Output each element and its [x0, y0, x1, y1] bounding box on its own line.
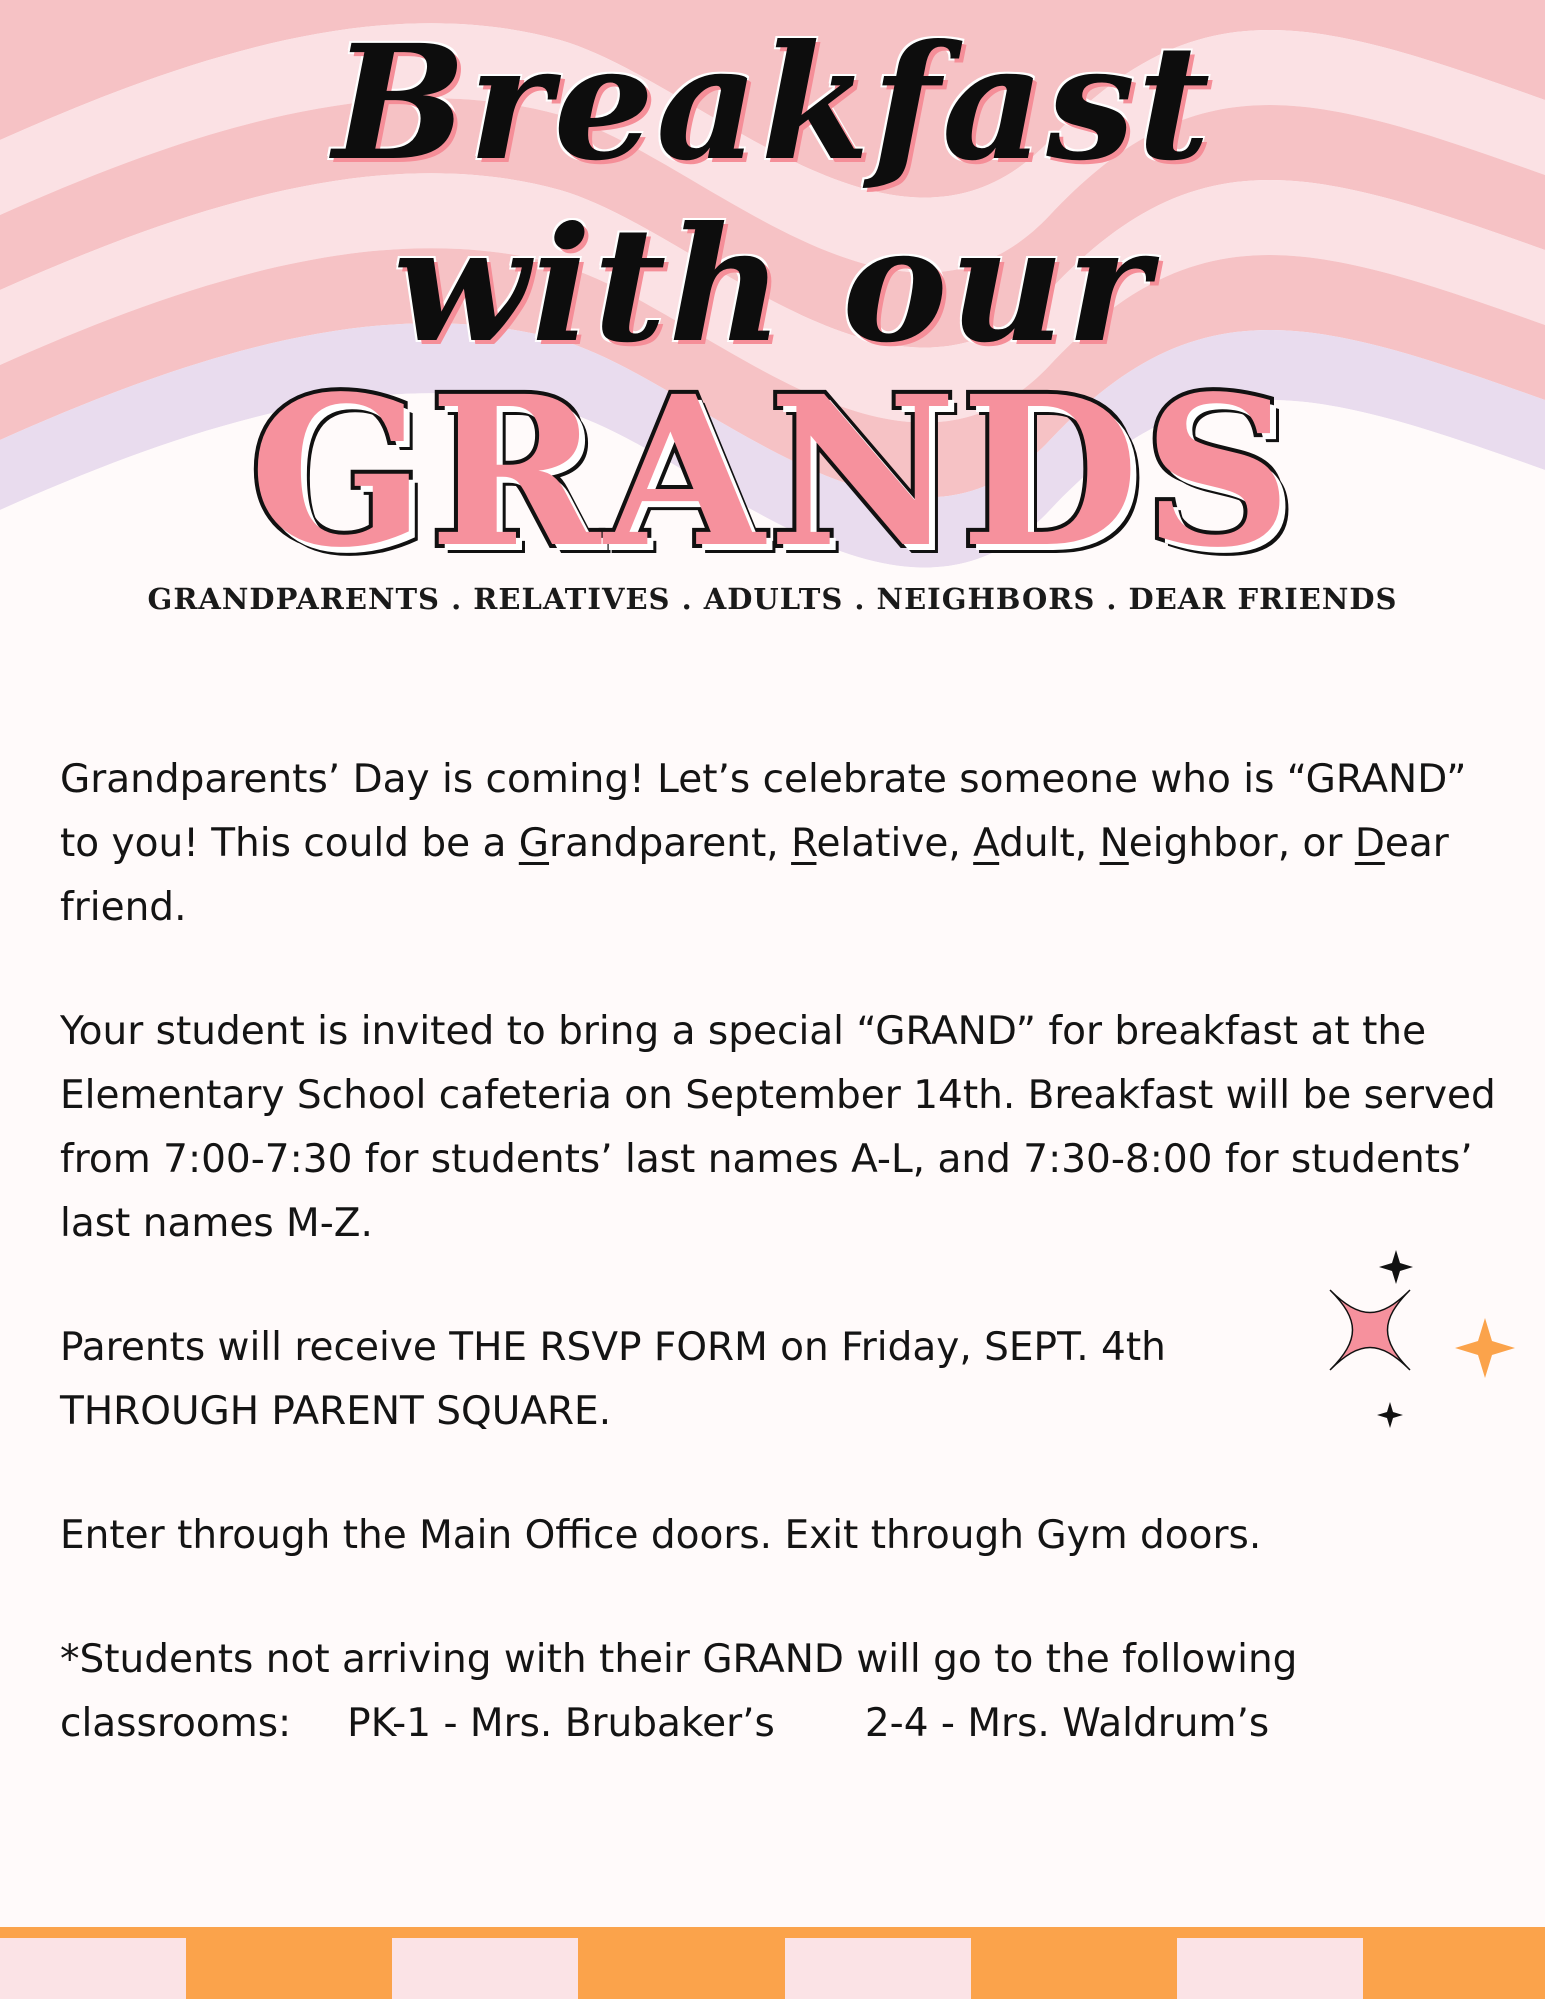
classroom-pk1: PK-1 - Mrs. Brubaker’s: [347, 1701, 775, 1746]
classrooms-paragraph: [60, 1628, 1510, 1756]
underlined-letter-r: R: [791, 821, 817, 866]
intro-paragraph: Grandparents’ Day is coming! Let’s celebrate someone who is “GRAND” to you! This could be a Grandparent, Relative, Adult, Neighbor, or Dear friend.: [60, 757, 1467, 930]
sparkles-decoration: [1320, 1250, 1530, 1430]
footer-pink-block: [1177, 1938, 1363, 1999]
invite-paragraph: Your student is invited to bring a special “GRAND” for breakfast at the Elementary School cafeteria on September 14th. Breakfast will be served from 7:00-7:30 for students’ last names A-L, and 7:30-8:00 for students’ last names M-Z.: [60, 1009, 1496, 1246]
footer-pink-block: [785, 1938, 971, 1999]
underlined-letter-a: A: [973, 821, 1000, 866]
rsvp-paragraph: [60, 1316, 1510, 1444]
underlined-letter-d: D: [1354, 821, 1385, 866]
sparkle-black-top-icon: [1379, 1250, 1413, 1284]
title-grands: GRANDS: [249, 351, 1296, 593]
footer-pink-block: [392, 1938, 578, 1999]
sparkle-orange-icon: [1455, 1318, 1515, 1378]
footer-pink-block: [0, 1938, 186, 1999]
sparkle-large-pink-icon: [1330, 1290, 1410, 1370]
subtitle-audience-list: GRANDPARENTS . RELATIVES . ADULTS . NEIGHBORS . DEAR FRIENDS: [147, 582, 1398, 616]
flyer-body: [60, 748, 1510, 1816]
sparkle-black-bottom-icon: [1377, 1402, 1403, 1428]
doors-paragraph: Enter through the Main Office doors. Exit through Gym doors.: [60, 1513, 1262, 1558]
title-line-1: Breakfast: [332, 11, 1213, 196]
classrooms-line-1: *Students not arriving with their GRAND will go to the following: [60, 1637, 1298, 1682]
rsvp-line-1: Parents will receive THE RSVP FORM on Friday, SEPT. 4th: [60, 1325, 1166, 1370]
rsvp-line-2: THROUGH PARENT SQUARE.: [60, 1389, 612, 1434]
underlined-letter-g: G: [518, 821, 550, 866]
title-line-2: with our: [393, 193, 1152, 378]
classrooms-label: classrooms:: [60, 1701, 292, 1746]
footer-stripe: [0, 1927, 1545, 1999]
classroom-2-4: 2-4 - Mrs. Waldrum’s: [864, 1701, 1270, 1746]
underlined-letter-n: N: [1099, 821, 1129, 866]
